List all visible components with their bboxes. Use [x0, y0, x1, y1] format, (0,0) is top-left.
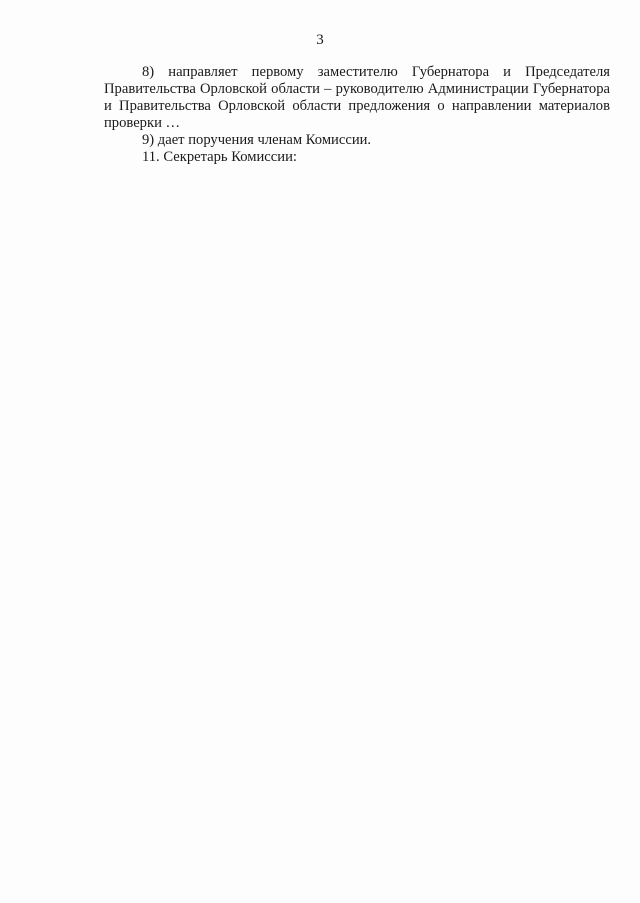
paragraph: 9) дает поручения членам Комиссии. [142, 131, 372, 148]
document-body [104, 64, 610, 165]
page-number: 3 [316, 32, 324, 48]
paragraph: 11. Секретарь Комиссии: [142, 148, 297, 165]
paragraph: 8) направляет первому заместителю Губернатора и Председателя Правительства Орловской области – руководителю Администрации Губернатора и Правительства Орловской области предложения о направлении материалов проверки … [104, 64, 610, 131]
